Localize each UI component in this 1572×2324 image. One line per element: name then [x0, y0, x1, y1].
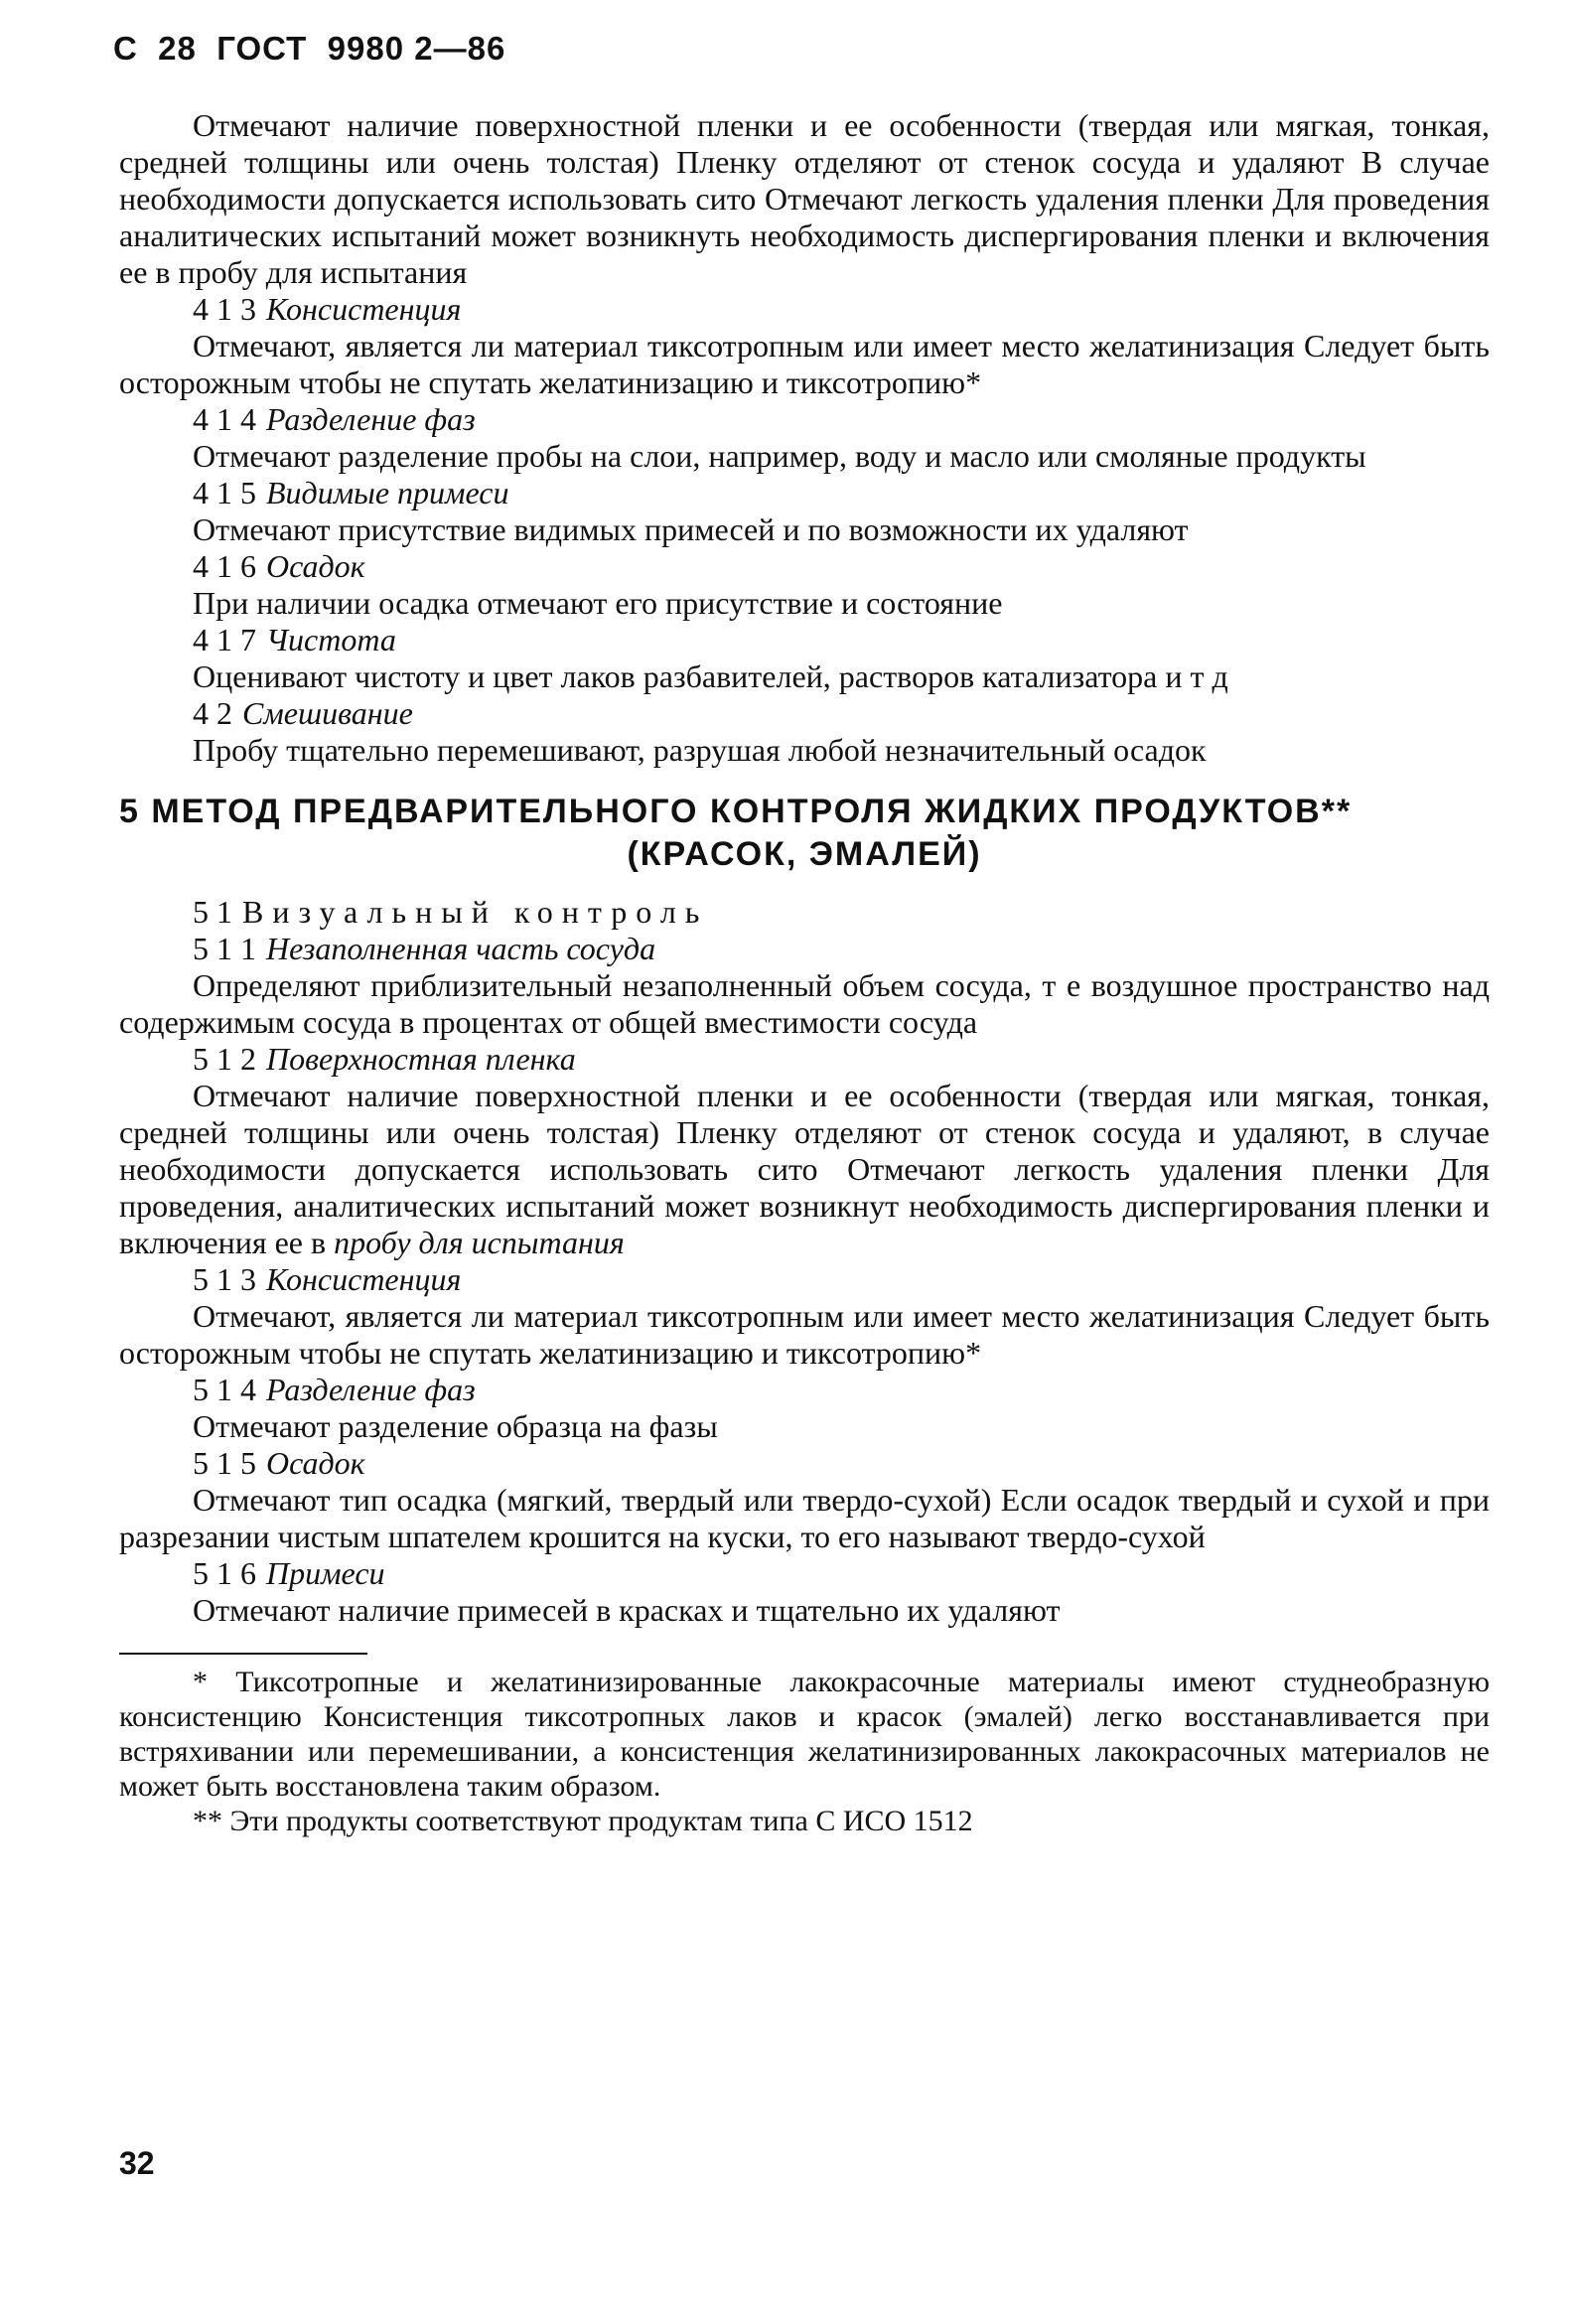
clause-title: Осадок [266, 548, 365, 584]
clause-title: Консистенция [266, 291, 462, 327]
clause-number: 5 1 6 [193, 1555, 256, 1591]
clause-heading-4-1-3 [119, 291, 1490, 328]
paragraph-5-1-5: Отмечают тип осадка (мягкий, твердый или твердо-сухой) Если осадок твердый и сухой и при разрезании чистым шпателем крошится на куски, то его называют твердо-сухой [119, 1482, 1490, 1554]
clause-number: 5 1 5 [193, 1445, 256, 1481]
clause-number: 4 1 4 [193, 401, 256, 437]
clause-number: 5 1 1 [193, 931, 256, 966]
clause-title: Незаполненная часть сосуда [266, 931, 656, 966]
paragraph-4-1-3: Отмечают, является ли материал тиксотропным или имеет место желатинизация Следует быть осторожным чтобы не спутать желатинизацию и тиксотропию* [119, 328, 1490, 400]
clause-number: 4 1 7 [193, 622, 256, 657]
clause-title: Чистота [266, 622, 396, 657]
paragraph-5-1-4: Отмечают разделение образца на фазы [193, 1408, 718, 1444]
clause-heading-5-1-4 [119, 1372, 1490, 1408]
footnotes [119, 1665, 1490, 1838]
paragraph-text: Отмечают наличие поверхностной пленки и ее особенности (твердая или мягкая, тонкая, средней толщины или очень толстая) Пленку отделяют от стенок сосуда и удаляют, в случае необходимости допускается использовать сито Отмечают легкость удаления пленки Для проведения, аналитических испытаний может возникнут необходимость диспергирования пленки и включения ее в [119, 1078, 1490, 1260]
paragraph-surface-film: Отмечают наличие поверхностной пленки и ее особенности (твердая или мягкая, тонкая, средней толщины или очень толстая) Пленку отделяют от стенок сосуда и удаляют В случае необходимости допускается использовать сито Отмечают легкость удаления пленки Для проведения аналитических испытаний может возникнуть необходимость диспергирования пленки и включения ее в пробу для испытания [119, 107, 1490, 290]
clause-heading-4-1-4 [119, 401, 1490, 438]
clause-heading-5-1-5 [119, 1445, 1490, 1482]
section-5-heading [119, 791, 1490, 876]
footnote-1: * Тиксотропные и желатинизированные лакокрасочные материалы имеют студнеобразную консистенцию Консистенция тиксотропных лаков и красок (эмалей) легко восстанавливается при встряхивании или перемешивании, а консистенция желатинизированных лакокрасочных материалов не может быть восстановлена таким образом. [119, 1666, 1490, 1803]
page-number: 32 [119, 2145, 155, 2181]
clause-heading-5-1-3 [119, 1261, 1490, 1298]
paragraph-5-1-2 [119, 1078, 1490, 1261]
clause-number: 4 2 [193, 695, 232, 731]
footnote-2: ** Эти продукты соответствуют продуктам типа С ИСО 1512 [193, 1805, 973, 1837]
paragraph-4-1-4: Отмечают разделение пробы на слои, например, воду и масло или смоляные продукты [193, 438, 1366, 474]
paragraph-text-italic: пробу для испытания [334, 1225, 625, 1260]
clause-heading-4-1-5 [119, 475, 1490, 511]
clause-title: Разделение фаз [266, 1372, 476, 1407]
clause-title: Визуальный контроль [242, 894, 709, 930]
paragraph-4-1-5: Отмечают присутствие видимых примесей и по возможности их удаляют [193, 511, 1189, 547]
clause-title: Смешивание [242, 695, 413, 731]
paragraph-4-1-7: Оценивают чистоту и цвет лаков разбавителей, растворов катализатора и т д [193, 658, 1228, 694]
clause-heading-4-2 [119, 695, 1490, 732]
clause-heading-4-1-7 [119, 622, 1490, 658]
section-5-title-line2: (КРАСОК, ЭМАЛЕЙ) [627, 835, 982, 873]
paragraph-5-1-1: Определяют приблизительный незаполненный объем сосуда, т е воздушное пространство над содержимым сосуда в процентах от общей вместимости сосуда [119, 967, 1490, 1040]
clause-number: 4 1 5 [193, 475, 256, 510]
section-5-title-line1: 5 МЕТОД ПРЕДВАРИТЕЛЬНОГО КОНТРОЛЯ ЖИДКИХ ПРОДУКТОВ** [119, 793, 1353, 830]
clause-heading-4-1-6 [119, 548, 1490, 585]
clause-title: Примеси [266, 1555, 385, 1591]
paragraph-4-1-6: При наличии осадка отмечают его присутствие и состояние [193, 585, 1003, 621]
clause-heading-5-1 [119, 894, 1490, 931]
paragraph-5-1-3: Отмечают, является ли материал тиксотропным или имеет место желатинизация Следует быть осторожным чтобы не спутать желатинизацию и тиксотропию* [119, 1298, 1490, 1371]
clause-title: Поверхностная пленка [266, 1041, 576, 1077]
document-page [113, 30, 1490, 1838]
clause-title: Осадок [266, 1445, 365, 1481]
paragraph-5-1-6: Отмечают наличие примесей в красках и тщательно их удаляют [193, 1592, 1061, 1628]
clause-heading-5-1-6 [119, 1555, 1490, 1592]
clause-title: Разделение фаз [266, 401, 476, 437]
clause-number: 5 1 3 [193, 1261, 256, 1297]
clause-number: 5 1 [193, 894, 232, 930]
clause-number: 4 1 3 [193, 291, 256, 327]
paragraph-4-2: Пробу тщательно перемешивают, разрушая любой незначительный осадок [193, 732, 1207, 768]
clause-heading-5-1-1 [119, 931, 1490, 967]
clause-heading-5-1-2 [119, 1041, 1490, 1078]
footnote-divider [119, 1653, 367, 1655]
clause-title: Консистенция [266, 1261, 462, 1297]
clause-number: 5 1 4 [193, 1372, 256, 1407]
page-header: С 28 ГОСТ 9980 2—86 [113, 30, 506, 67]
clause-number: 4 1 6 [193, 548, 256, 584]
clause-title: Видимые примеси [266, 475, 509, 510]
clause-number: 5 1 2 [193, 1041, 256, 1077]
